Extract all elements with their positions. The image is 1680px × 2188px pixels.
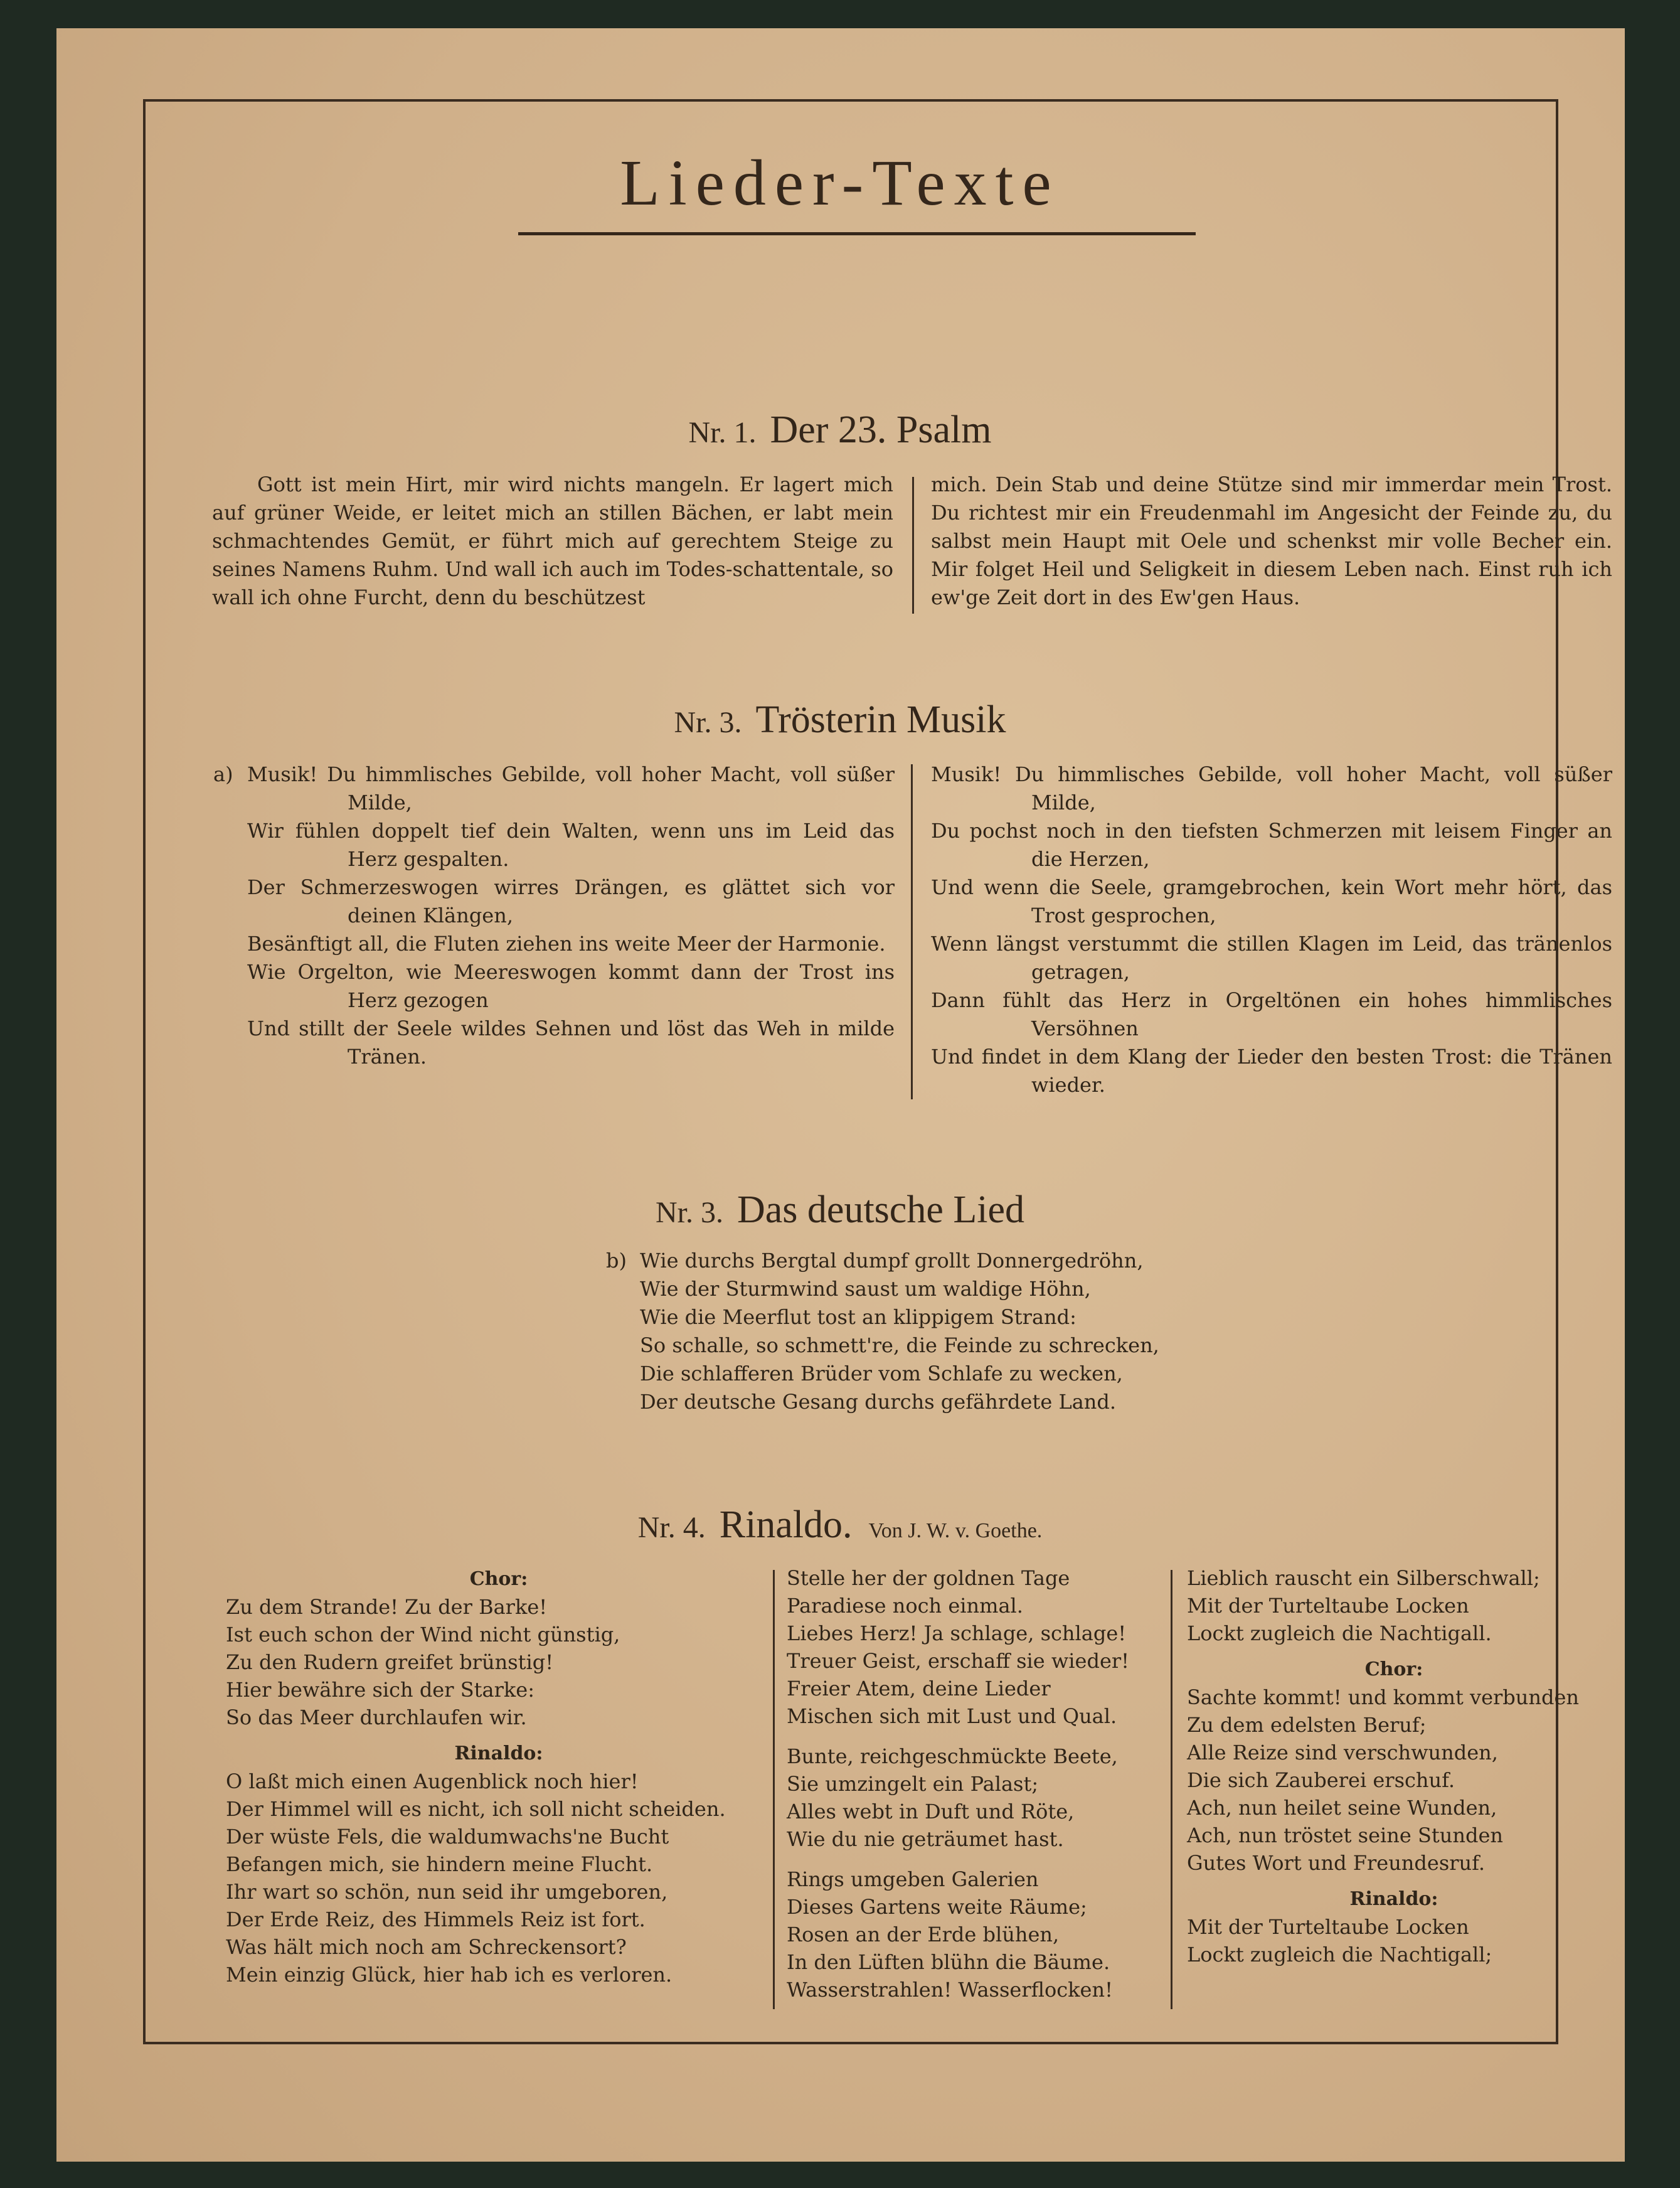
verse-line: Du pochst noch in den tiefsten Schmerzen mit leisem Finger an die Herzen, <box>931 819 1612 871</box>
poem-line: So schalle, so schmett're, die Feinde zu schrecken, <box>640 1333 1159 1357</box>
poem-line: Mischen sich mit Lust und Qual. <box>787 1704 1117 1728</box>
rinaldo-c2-stanza1 <box>787 1564 1176 1730</box>
poem-line: Stelle her der goldnen Tage <box>787 1566 1070 1590</box>
poem-line: Wasserstrahlen! Wasserflocken! <box>787 1978 1113 2002</box>
psalm-number: Nr. 1. <box>688 416 757 449</box>
rinaldo-column-1 <box>226 1566 772 1988</box>
poem-line: Zu dem edelsten Beruf; <box>1187 1713 1427 1737</box>
poem-line: Liebes Herz! Ja schlage, schlage! <box>787 1621 1127 1645</box>
poem-line: Sachte kommt! und kommt verbunden <box>1187 1685 1580 1709</box>
poem-line: Hier bewähre sich der Starke: <box>226 1678 534 1702</box>
poem-line: Rings umgeben Galerien <box>787 1867 1039 1891</box>
poem-line: Wie durchs Bergtal dumpf grollt Donnergedröhn, <box>640 1249 1144 1273</box>
poem-line: Ihr wart so schön, nun seid ihr umgeboren, <box>226 1880 668 1904</box>
poem-line: Alle Reize sind verschwunden, <box>1187 1741 1498 1764</box>
verse-line: Und wenn die Seele, gramgebrochen, kein Wort mehr hört, das Trost gesprochen, <box>931 875 1612 927</box>
poem-line: Wie du nie geträumet hast. <box>787 1827 1064 1851</box>
verse-line: Wie Orgelton, wie Meereswogen kommt dann der Trost ins Herz gezogen <box>247 960 895 1012</box>
poem-line: So das Meer durchlaufen wir. <box>226 1705 527 1729</box>
verse-marker-a: a) <box>213 762 233 786</box>
poem-line: Der Himmel will es nicht, ich soll nicht scheiden. <box>226 1797 726 1821</box>
poem-line: Treuer Geist, erschaff sie wieder! <box>787 1649 1130 1673</box>
psalm-left-column <box>212 471 893 612</box>
title-underline <box>518 232 1196 235</box>
rinaldo-title: Rinaldo. <box>719 1503 853 1546</box>
poem-line: Lockt zugleich die Nachtigall. <box>1187 1621 1492 1645</box>
poem-line: Die schlafferen Brüder vom Schlafe zu wecken, <box>640 1362 1123 1385</box>
troesterin-number: Nr. 3. <box>674 706 742 739</box>
poem-line: Paradiese noch einmal. <box>787 1594 1023 1618</box>
poem-line: Mit der Turteltaube Locken <box>1187 1915 1469 1939</box>
rinaldo-c1-stanza1 <box>226 1593 772 1731</box>
rinaldo-number: Nr. 4. <box>637 1511 706 1544</box>
poem-line: Freier Atem, deine Lieder <box>787 1677 1051 1700</box>
column-divider <box>773 1570 775 2009</box>
poem-line: Ach, nun heilet seine Wunden, <box>1187 1796 1497 1820</box>
psalm-right-text: mich. Dein Stab und deine Stütze sind mir immerdar mein Trost. Du richtest mir ein Freudenmahl im Angesicht der Feinde zu, du salbst mein Haupt mit Oele und schenkst mir volle Becher ein. Mir folget Heil und Seligkeit in diesem Leben nach. Einst ruh ich ew'ge Zeit dort in des Ew'gen Haus. <box>931 472 1612 609</box>
rinaldo-c3-stanza1 <box>1187 1564 1601 1647</box>
troesterin-heading <box>0 698 1680 742</box>
poem-line: Mein einzig Glück, hier hab ich es verloren. <box>226 1963 673 1987</box>
poem-line: Lockt zugleich die Nachtigall; <box>1187 1943 1492 1967</box>
verse-line: Musik! Du himmlisches Gebilde, voll hoher Macht, voll süßer Milde, <box>247 762 895 814</box>
verse-line: Und findet in dem Klang der Lieder den besten Trost: die Tränen wieder. <box>931 1045 1612 1097</box>
poem-line: Der wüste Fels, die waldumwachs'ne Bucht <box>226 1825 669 1849</box>
lied-verse-block <box>606 1247 1208 1416</box>
rinaldo-column-2 <box>787 1564 1176 2004</box>
psalm-left-text: Gott ist mein Hirt, mir wird nichts mangeln. Er lagert mich auf grüner Weide, er leitet mich an stillen Bächen, er labt mein schmachtendes Gemüt, er führt mich auf gerechtem Steige zu seines Namens Ruhm. Und wall ich auch im Todes-schattentale, so wall ich ohne Furcht, denn du beschützest <box>212 472 893 609</box>
poem-line: Wie der Sturmwind saust um waldige Höhn, <box>640 1277 1091 1301</box>
poem-line: Ist euch schon der Wind nicht günstig, <box>226 1623 620 1646</box>
poem-line: Ach, nun tröstet seine Stunden <box>1187 1823 1503 1847</box>
poem-line: Zu dem Strande! Zu der Barke! <box>226 1595 548 1619</box>
speaker-rinaldo: Rinaldo: <box>454 1742 543 1764</box>
poem-line: Der deutsche Gesang durchs gefährdete Land. <box>640 1390 1117 1414</box>
rinaldo-c2-stanza3 <box>787 1865 1176 2004</box>
poem-line: Die sich Zauberei erschuf. <box>1187 1768 1455 1792</box>
poem-line: Rosen an der Erde blühen, <box>787 1923 1060 1946</box>
verse-line: Und stillt der Seele wildes Sehnen und löst das Weh in milde Tränen. <box>247 1017 895 1069</box>
poem-line: Dieses Gartens weite Räume; <box>787 1895 1087 1919</box>
poem-line: Zu den Rudern greifet brünstig! <box>226 1650 554 1674</box>
poem-line: O laßt mich einen Augenblick noch hier! <box>226 1769 639 1793</box>
rinaldo-heading <box>0 1503 1680 1547</box>
poem-line: In den Lüften blühn die Bäume. <box>787 1950 1110 1974</box>
troesterin-right-column <box>931 760 1612 1099</box>
speaker-chor: Chor: <box>1364 1658 1423 1680</box>
rinaldo-c3-stanza2 <box>1187 1684 1601 1877</box>
column-divider <box>912 477 914 614</box>
verse-line: Besänftigt all, die Fluten ziehen ins weite Meer der Harmonie. <box>247 932 886 956</box>
column-divider <box>911 764 913 1099</box>
troesterin-title: Trösterin Musik <box>755 698 1006 741</box>
verse-line: Wir fühlen doppelt tief dein Walten, wenn uns im Leid das Herz gespalten. <box>247 819 895 871</box>
poem-line: Befangen mich, sie hindern meine Flucht. <box>226 1852 653 1876</box>
verse-line: Dann fühlt das Herz in Orgeltönen ein hohes himmlisches Versöhnen <box>931 988 1612 1040</box>
psalm-heading <box>0 408 1680 452</box>
troesterin-right-verses <box>931 760 1612 1099</box>
column-divider <box>1171 1570 1172 2009</box>
poem-line: Der Erde Reiz, des Himmels Reiz ist fort. <box>226 1908 646 1931</box>
lied-heading <box>0 1188 1680 1232</box>
verse-line: Der Schmerzeswogen wirres Drängen, es glättet sich vor deinen Klängen, <box>247 875 895 927</box>
troesterin-left-column <box>213 760 895 1071</box>
rinaldo-c1-stanza2 <box>226 1768 772 1988</box>
lied-number: Nr. 3. <box>656 1196 724 1229</box>
speaker-chor: Chor: <box>469 1568 528 1590</box>
poem-line: Mit der Turteltaube Locken <box>1187 1594 1469 1618</box>
psalm-title: Der 23. Psalm <box>770 408 992 451</box>
lied-lines <box>640 1247 1208 1416</box>
rinaldo-c2-stanza2 <box>787 1742 1176 1853</box>
verse-line: Musik! Du himmlisches Gebilde, voll hoher Macht, voll süßer Milde, <box>931 762 1612 814</box>
verse-marker-b: b) <box>606 1249 627 1273</box>
lied-title: Das deutsche Lied <box>737 1188 1024 1231</box>
poem-line: Bunte, reichgeschmückte Beete, <box>787 1744 1118 1768</box>
poem-line: Sie umzingelt ein Palast; <box>787 1772 1039 1796</box>
poem-line: Gutes Wort und Freundesruf. <box>1187 1851 1486 1875</box>
rinaldo-author: Von J. W. v. Goethe. <box>868 1519 1043 1542</box>
speaker-rinaldo: Rinaldo: <box>1349 1888 1438 1910</box>
troesterin-left-verses <box>247 760 895 1071</box>
poem-line: Alles webt in Duft und Röte, <box>787 1800 1075 1823</box>
page-title: Lieder-Texte <box>620 147 1060 219</box>
psalm-right-column <box>931 471 1612 612</box>
poem-line: Wie die Meerflut tost an klippigem Strand: <box>640 1305 1077 1329</box>
rinaldo-column-3 <box>1187 1564 1601 1968</box>
verse-line: Wenn längst verstummt die stillen Klagen im Leid, das tränenlos getragen, <box>931 932 1612 984</box>
poem-line: Lieblich rauscht ein Silberschwall; <box>1187 1566 1540 1590</box>
rinaldo-c3-stanza3 <box>1187 1913 1601 1968</box>
poem-line: Was hält mich noch am Schreckensort? <box>226 1935 627 1959</box>
